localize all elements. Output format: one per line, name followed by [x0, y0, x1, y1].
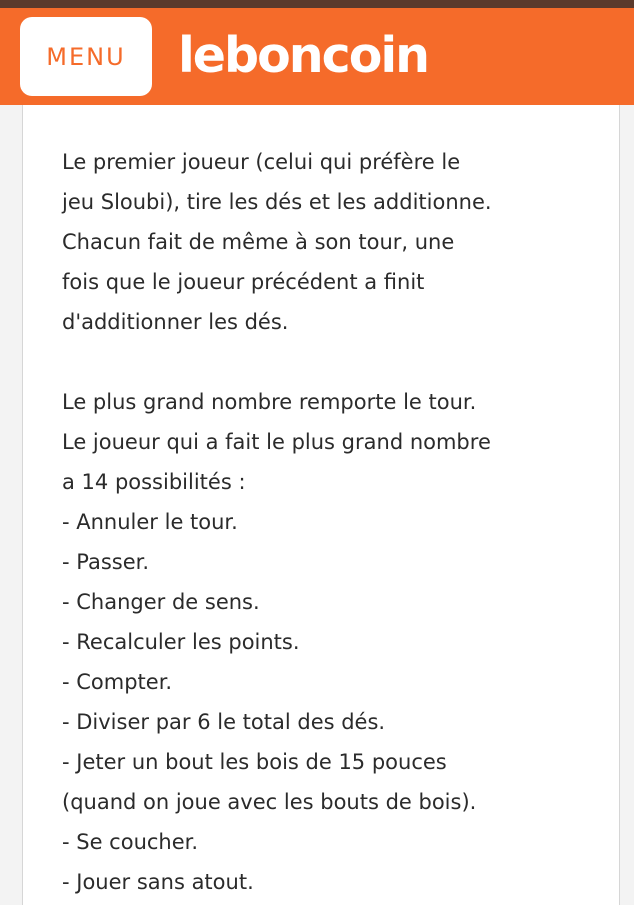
list-item: - Changer de sens.: [62, 590, 260, 614]
text-line: Le premier joueur (celui qui préfère le: [62, 150, 461, 174]
menu-button[interactable]: [20, 17, 152, 96]
article-text: [62, 142, 602, 902]
top-strip: [0, 0, 634, 8]
text-line: fois que le joueur précédent a finit: [62, 270, 425, 294]
text-line: Chacun fait de même à son tour, une: [62, 230, 455, 254]
list-item: - Recalculer les points.: [62, 630, 300, 654]
list-item: - Jouer sans atout.: [62, 870, 254, 894]
text-line: Le plus grand nombre remporte le tour.: [62, 390, 477, 414]
text-line: a 14 possibilités :: [62, 470, 246, 494]
list-item: - Se coucher.: [62, 830, 199, 854]
list-item: - Compter.: [62, 670, 173, 694]
site-header: [0, 8, 634, 105]
text-line: jeu Sloubi), tire les dés et les additionne.: [62, 190, 492, 214]
list-item: - Diviser par 6 le total des dés.: [62, 710, 386, 734]
list-item: - Annuler le tour.: [62, 510, 238, 534]
list-item: (quand on joue avec les bouts de bois).: [62, 790, 477, 814]
leboncoin-logo[interactable]: leboncoin: [178, 27, 429, 84]
menu-button-label: MENU: [46, 42, 126, 71]
text-line: Le joueur qui a fait le plus grand nombre: [62, 430, 491, 454]
text-line: d'additionner les dés.: [62, 310, 289, 334]
list-item: - Passer.: [62, 550, 150, 574]
paragraph-gap: [62, 342, 602, 382]
list-item: - Jeter un bout les bois de 15 pouces: [62, 750, 447, 774]
